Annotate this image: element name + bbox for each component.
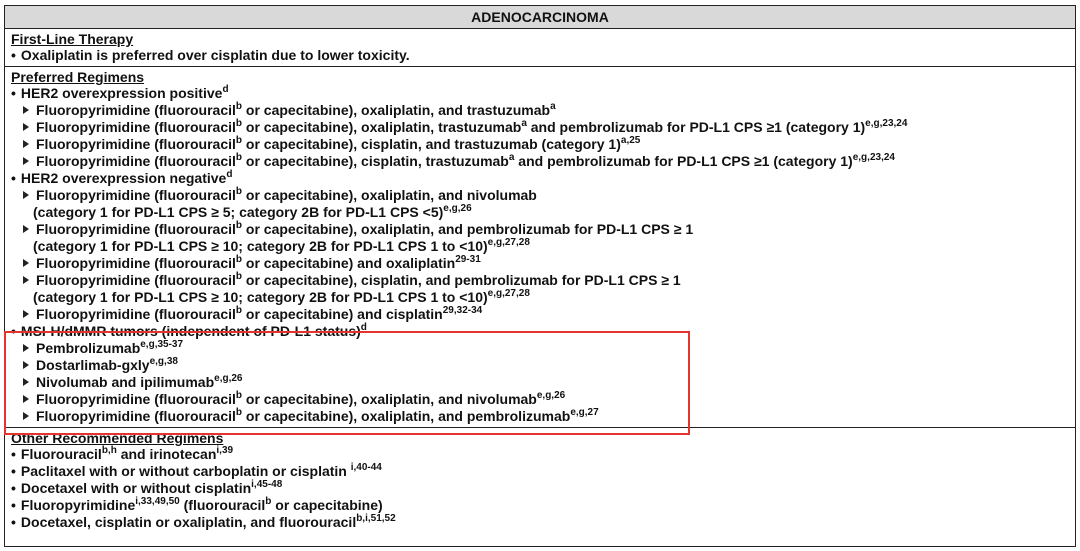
arrow-icon xyxy=(23,191,29,199)
list-item: Fluoropyrimidine (fluorouracil$^b$ or capecitabine), oxaliplatin, and nivolumab xyxy=(11,187,1069,204)
arrow-icon xyxy=(23,140,29,148)
table-header: ADENOCARCINOMA xyxy=(5,6,1075,29)
preferred-section xyxy=(5,67,1075,428)
other-section xyxy=(5,428,1075,533)
list-item: • Fluorouracil$^{b,h}$ and irinotecan$^{i,39}$ xyxy=(11,446,1069,463)
list-item: Fluoropyrimidine (fluorouracil$^b$ or capecitabine), cisplatin, and pembrolizumab for PD-L1 CPS ≥ 1 xyxy=(11,272,1069,289)
list-item: Fluoropyrimidine (fluorouracil$^b$ or capecitabine), cisplatin, and trastuzumab (category 1)$^{a,25}$ xyxy=(11,136,1069,153)
list-item: Pembrolizumab$^{e,g,35-37}$ xyxy=(11,340,1069,357)
arrow-icon xyxy=(23,157,29,165)
arrow-icon xyxy=(23,310,29,318)
arrow-icon xyxy=(23,412,29,420)
preferred-heading: Preferred Regimens xyxy=(11,69,145,85)
list-item: • Docetaxel with or without cisplatin$^{i,45-48}$ xyxy=(11,480,1069,497)
list-item: Fluoropyrimidine (fluorouracil$^b$ or capecitabine) and cisplatin$^{29,32-34}$ xyxy=(11,306,1069,323)
her2-negative-label: • HER2 overexpression negative$^d$ xyxy=(11,170,1069,187)
list-item-continuation: (category 1 for PD-L1 CPS ≥ 10; category 2B for PD-L1 CPS 1 to <10)$^{e,g,27,28}$ xyxy=(33,237,530,254)
arrow-icon xyxy=(23,225,29,233)
arrow-icon xyxy=(23,276,29,284)
her2-positive-label: • HER2 overexpression positive$^d$ xyxy=(11,85,1069,102)
list-item: Fluoropyrimidine (fluorouracil$^b$ or capecitabine), oxaliplatin, and trastuzumab$^a$ xyxy=(11,102,1069,119)
list-item: Fluoropyrimidine (fluorouracil$^b$ or capecitabine) and oxaliplatin$^{29-31}$ xyxy=(11,255,1069,272)
msi-label: • MSI-H/dMMR tumors (independent of PD-L1 status)$^d$ xyxy=(11,323,1069,340)
arrow-icon xyxy=(23,123,29,131)
list-item: • Docetaxel, cisplatin or oxaliplatin, and fluorouracil$^{b,i,51,52}$ xyxy=(11,514,1069,531)
list-item-continuation: (category 1 for PD-L1 CPS ≥ 5; category 2B for PD-L1 CPS <5)$^{e,g,26}$ xyxy=(33,203,472,220)
first-line-section xyxy=(5,29,1075,67)
list-item: • Fluoropyrimidine$^{i,33,49,50}$ (fluorouracil$^b$ or capecitabine) xyxy=(11,497,1069,514)
list-item: Nivolumab and ipilimumab$^{e,g,26}$ xyxy=(11,374,1069,391)
list-item: Dostarlimab-gxly$^{e,g,38}$ xyxy=(11,357,1069,374)
list-item: Fluoropyrimidine (fluorouracil$^b$ or capecitabine), oxaliplatin, and nivolumab$^{e,g,26}$ xyxy=(11,391,1069,408)
first-line-heading: First-Line Therapy xyxy=(11,31,134,47)
arrow-icon xyxy=(23,378,29,386)
regimen-table xyxy=(4,5,1076,547)
list-item: Fluoropyrimidine (fluorouracil$^b$ or capecitabine), cisplatin, trastuzumab$^a$ and pembrolizumab for PD-L1 CPS ≥1 (category 1)$^{e,g,23,24}$ xyxy=(11,153,1069,170)
arrow-icon xyxy=(23,106,29,114)
list-item-continuation: (category 1 for PD-L1 CPS ≥ 10; category 2B for PD-L1 CPS 1 to <10)$^{e,g,27,28}$ xyxy=(33,288,530,305)
list-item: Fluoropyrimidine (fluorouracil$^b$ or capecitabine), oxaliplatin, trastuzumab$^a$ and pembrolizumab for PD-L1 CPS ≥1 (category 1)$^{e,g,23,24}$ xyxy=(11,119,1069,136)
list-item: Fluoropyrimidine (fluorouracil$^b$ or capecitabine), oxaliplatin, and pembrolizumab$^{e,g,27}$ xyxy=(11,408,1069,425)
other-heading: Other Recommended Regimens xyxy=(11,430,224,446)
arrow-icon xyxy=(23,395,29,403)
list-item: • Paclitaxel with or without carboplatin or cisplatin $^{i,40-44}$ xyxy=(11,463,1069,480)
arrow-icon xyxy=(23,259,29,267)
list-item: Fluoropyrimidine (fluorouracil$^b$ or capecitabine), oxaliplatin, and pembrolizumab for PD-L1 CPS ≥ 1 xyxy=(11,221,1069,238)
arrow-icon xyxy=(23,361,29,369)
arrow-icon xyxy=(23,344,29,352)
first-line-note: • Oxaliplatin is preferred over cisplatin due to lower toxicity. xyxy=(11,47,1069,64)
